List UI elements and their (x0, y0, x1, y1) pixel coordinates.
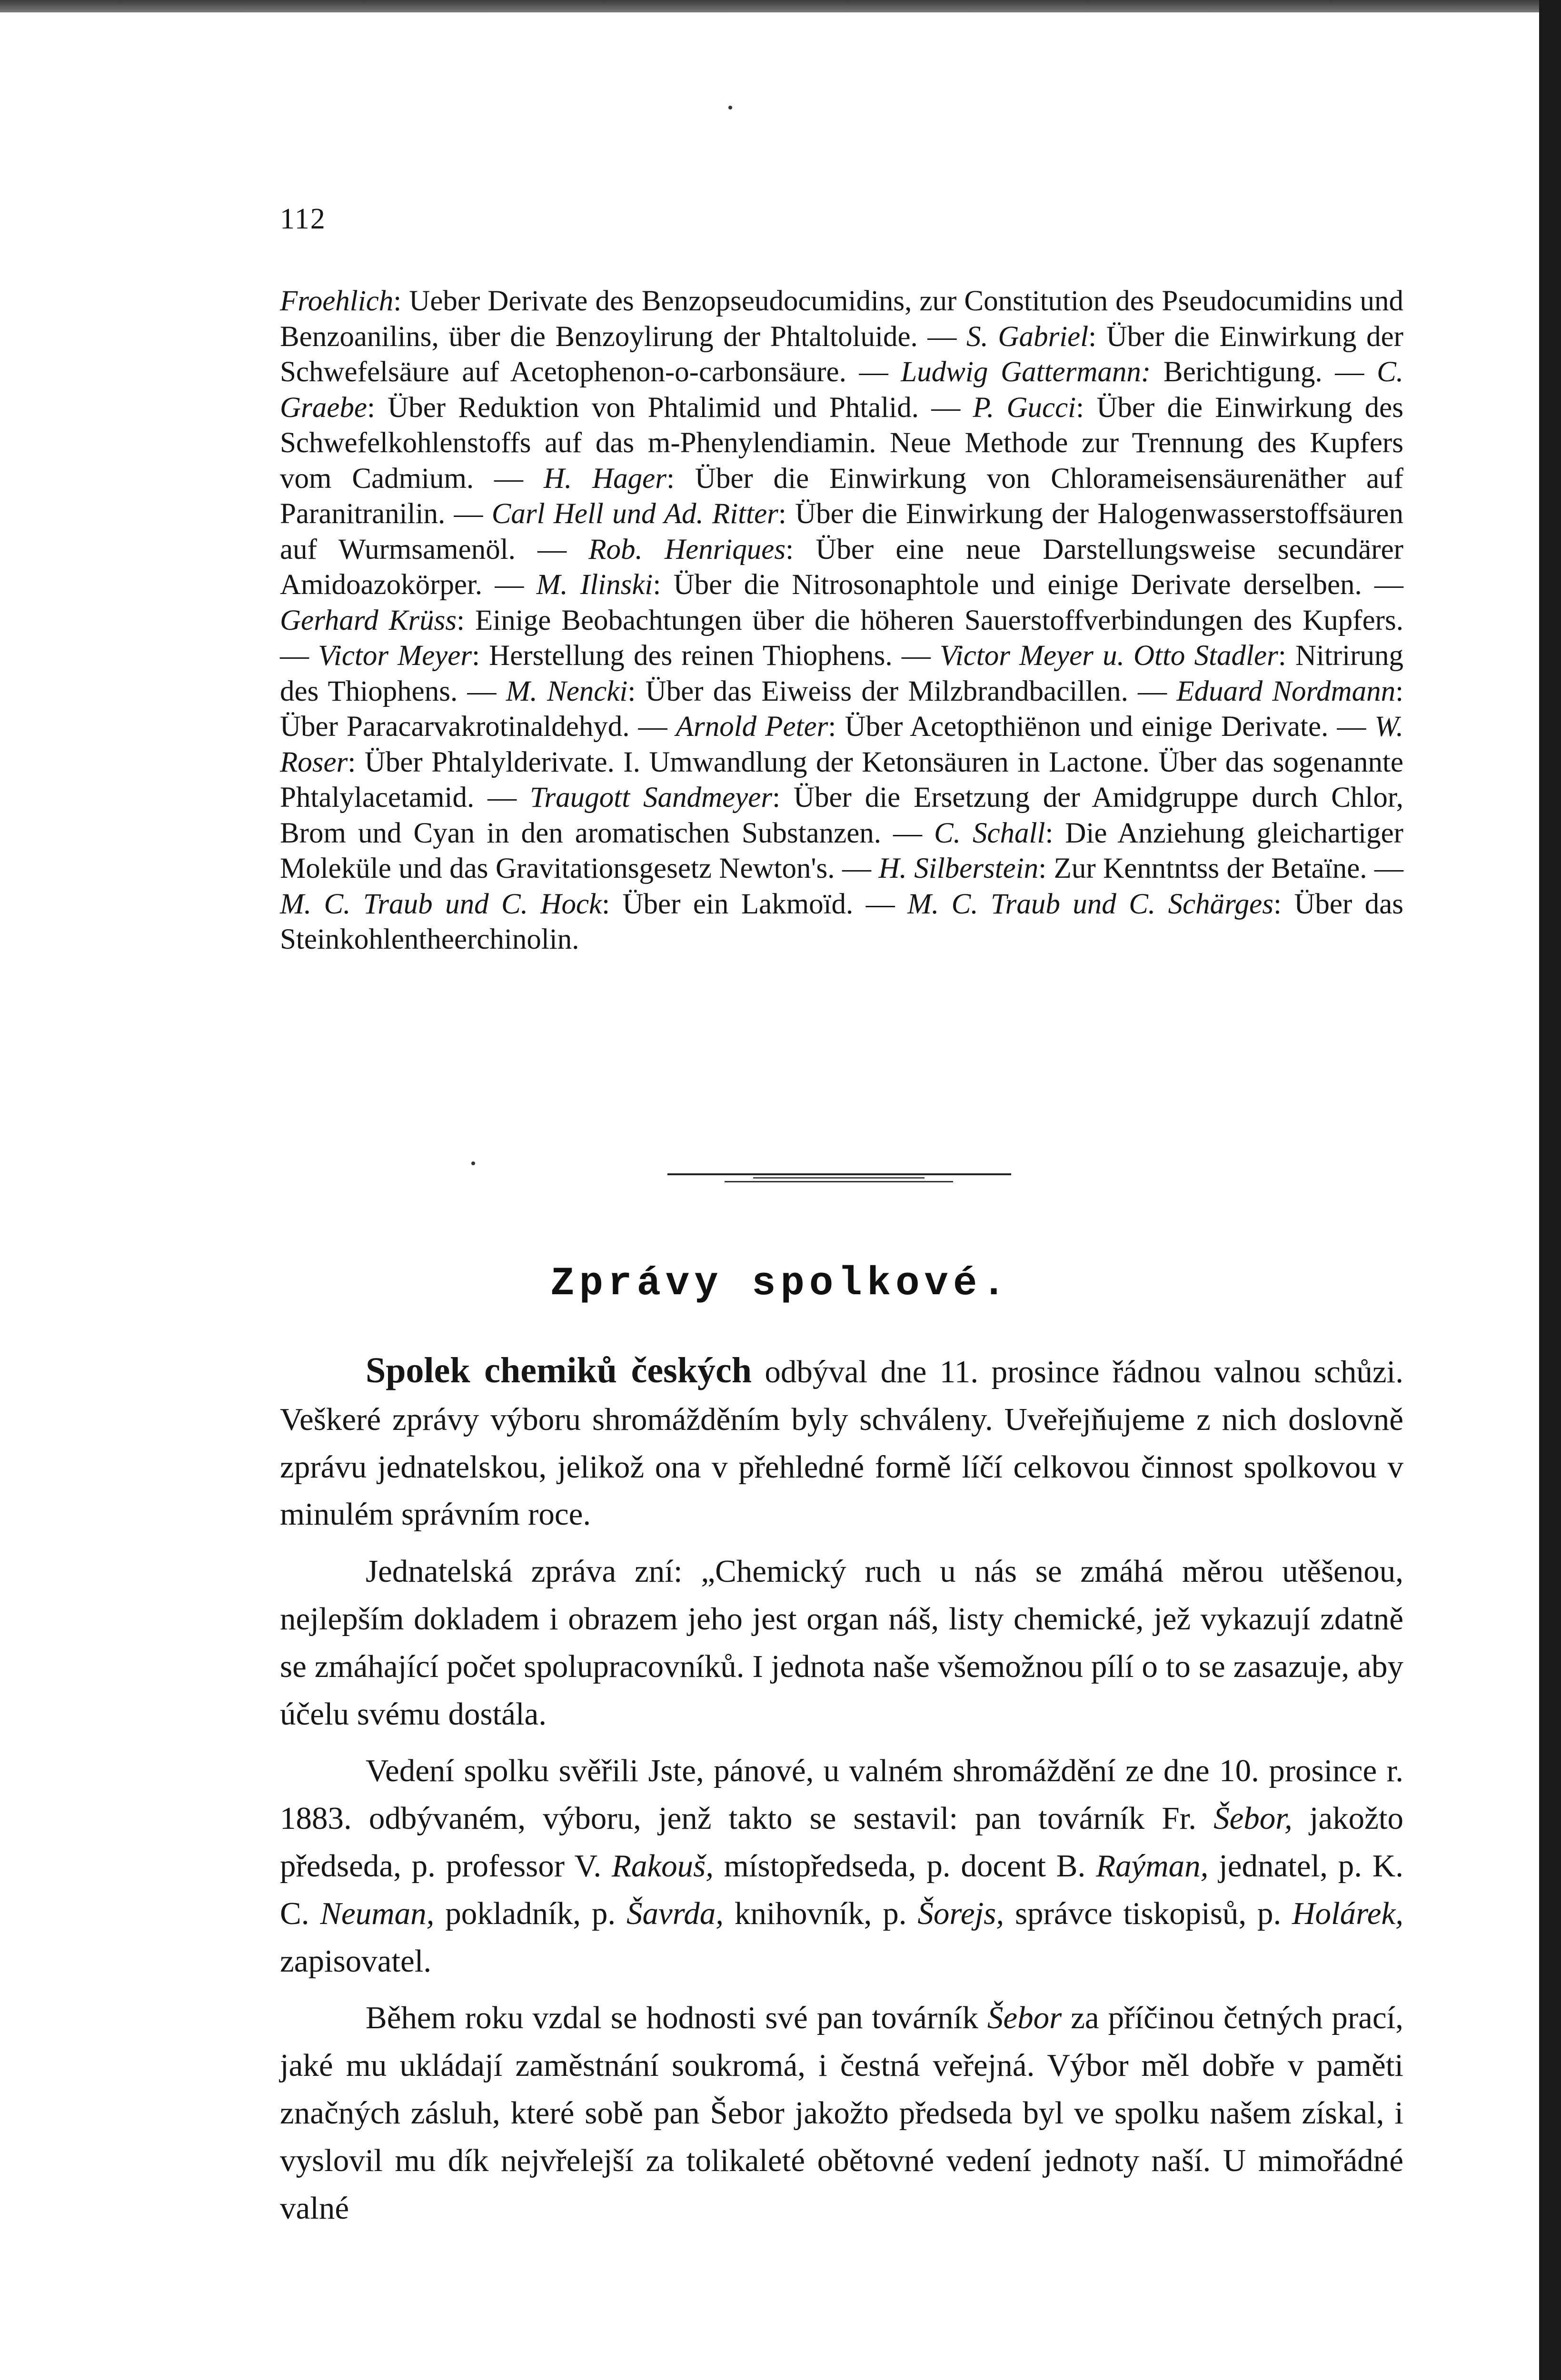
ref-title: : Über die Ersetzung der Amidgruppe durch Chlor, Brom und Cyan in den aromatischen Substanzen. — (280, 782, 1403, 849)
ref-author: M. Nencki (506, 675, 628, 707)
paragraph-text: Během roku vzdal se hodnosti své pan továrník (366, 2000, 987, 2036)
paragraph-text: správce tiskopisů, p. (1004, 1895, 1293, 1931)
section-divider (667, 1168, 1011, 1187)
ref-author: C. Graebe (280, 356, 1404, 424)
ref-author: Carl Hell und Ad. Ritter (491, 498, 778, 530)
ref-title: : Über Paracarvakrotinaldehyd. — (280, 675, 1404, 743)
ref-title: : Nitrirung des Thiophens. — (280, 640, 1403, 707)
ref-author: Traugott Sandmeyer (529, 782, 773, 813)
ref-author: Ludwig Gattermann: (901, 356, 1151, 388)
ref-author: Victor Meyer (318, 640, 472, 672)
ref-author: H. Hager (543, 462, 666, 495)
ref-title: : Über die Einwirkung der Schwefelsäure auf Acetophenon-o-carbonsäure. — (280, 320, 1403, 388)
ref-author: Rob. Henriques (588, 533, 786, 565)
ref-author: S. Gabriel (966, 320, 1089, 353)
person-name: Šebor (987, 2000, 1062, 2036)
ref-author: W. Roser (280, 711, 1403, 778)
divider-line (667, 1173, 1011, 1175)
ref-author: Eduard Nordmann (1176, 675, 1396, 707)
paragraph (280, 1347, 1403, 1538)
paragraph-text: zapisovatel. (280, 1943, 432, 1979)
ref-title: : Herstellung des reinen Thiophens. — (472, 640, 940, 672)
ref-author: H. Silberstein (878, 853, 1039, 884)
paragraph-text: Vedení spolku svěřili Jste, pánové, u valném shromáždění ze dne 10. prosince r. 1883. odbývaném, výboru, jenž takto se sestavil: pan továrník Fr. (280, 1753, 1403, 1836)
references-block (280, 284, 1403, 958)
page-number: 112 (280, 203, 326, 235)
scan-border-top (0, 0, 1561, 12)
ref-author: Arnold Peter (676, 711, 828, 743)
ref-author: M. C. Traub und C. Schärges (907, 888, 1273, 920)
ref-title: : Über das Eiweiss der Milzbrandbacillen. — (627, 675, 1177, 707)
paragraph-text: místopředseda, p. docent B. (713, 1848, 1096, 1884)
ref-title: : Über die Nitrosonaphtole und einige Derivate derselben. — (653, 569, 1403, 601)
ref-title: : Über Reduktion von Phtalimid und Phtalid. — (367, 391, 973, 424)
ref-title: : Über Phtalylderivate. I. Umwandlung der Ketonsäuren in Lactone. Über das sogenannte Phtalylacetamid. — (280, 746, 1403, 813)
ref-title: : Die Anziehung gleichartiger Moleküle und das Gravitationsgesetz Newton's. — (280, 817, 1403, 884)
person-name: Šorejs, (917, 1895, 1004, 1931)
paragraph-lead: Spolek chemiků českých (366, 1350, 752, 1390)
ref-author: Gerhard Krüss (280, 604, 457, 636)
scan-speck (471, 1161, 475, 1165)
ref-author: M. C. Traub und C. Hock (280, 888, 602, 920)
divider-line (753, 1177, 925, 1179)
ref-title: : Ueber Derivate des Benzopseudocumidins, zur Constitution des Pseudocumidins und Benzoanilins, über die Benzoylirung der Phtaltoluide. — (280, 285, 1403, 353)
paragraph-text: za příčinou četných prací, jaké mu ukládají zaměstnání soukromá, i čestná veřejná. Výbor měl dobře v paměti značných zásluh, které sobě pan Šebor jakožto předseda byl ve spolku našem získal, i vyslovil mu dík nejvřelejší za tolikaleté obětovné vedení jednoty naší. U mimořádné valné (280, 2000, 1403, 2226)
ref-author: Victor Meyer u. Otto Stadler (940, 640, 1278, 672)
person-name: Neuman, (320, 1895, 435, 1931)
scan-border-right (1539, 0, 1561, 2380)
section-heading: Zprávy spolkové. (550, 1261, 1011, 1307)
ref-author: C. Schall (934, 817, 1045, 849)
person-name: Holárek, (1292, 1895, 1403, 1931)
scan-speck (728, 106, 732, 109)
person-name: Raýman, (1096, 1848, 1209, 1884)
ref-title: : Über ein Lakmoïd. — (602, 888, 908, 920)
ref-title: Berichtigung. — (1151, 356, 1377, 388)
ref-title: : Über Acetopthiënon und einige Derivate. — (828, 711, 1375, 743)
ref-title: : Über die Einwirkung des Schwefelkohlenstoffs auf das m-Phenylendiamin. Neue Methode zur Trennung des Kupfers vom Cadmium. — (280, 391, 1403, 495)
ref-author: M. Ilinski (536, 569, 653, 601)
ref-title: : Einige Beobachtungen über die höheren Sauerstoffverbindungen des Kupfers. — (280, 604, 1403, 672)
paragraph (280, 1747, 1403, 1985)
paragraph-text: jednatel, p. K. C. (280, 1848, 1403, 1931)
person-name: Rakouš, (611, 1848, 714, 1884)
person-name: Šavrda, (626, 1895, 724, 1931)
paragraph (280, 1994, 1403, 2232)
ref-title: : Über das Steinkohlentheerchinolin. (280, 888, 1404, 955)
ref-title: : Über eine neue Darstellungsweise secundärer Amidoazokörper. — (280, 533, 1403, 601)
ref-title: : Über die Einwirkung von Chlorameisensäurenäther auf Paranitranilin. — (280, 462, 1403, 530)
person-name: Šebor, (1213, 1801, 1293, 1836)
paragraph: Jednatelská zpráva zní: „Chemický ruch u nás se zmáhá měrou utěšenou, nejlepším dokladem i obrazem jeho jest organ náš, listy chemické, jež vykazují zdatně se zmáhající počet spolupracovníků. I jednota naše všemožnou pílí o to se zasazuje, aby účelu svému dostála. (280, 1554, 1403, 1732)
paragraph-text: odbýval dne 11. prosince řádnou valnou schůzi. Veškeré zprávy výboru shromážděním byly schváleny. Uveřejňujeme z nich doslovně zprávu jednatelskou, jelikož ona v přehledné formě líčí celkovou činnost spolkovou v minulém správním roce. (280, 1354, 1403, 1532)
paragraph-text: knihovník, p. (724, 1895, 918, 1931)
paragraph-text: pokladník, p. (434, 1895, 626, 1931)
divider-line (725, 1181, 953, 1182)
ref-author: P. Gucci (973, 391, 1076, 424)
ref-author: Froehlich (280, 285, 394, 317)
ref-title: : Zur Kenntntss der Betaïne. — (1038, 853, 1403, 884)
ref-title: : Über die Einwirkung der Halogenwasserstoffsäuren auf Wurmsamenöl. — (280, 498, 1403, 565)
body-text (280, 1347, 1403, 2232)
paragraph-text: jakožto předseda, p. professor V. (280, 1801, 1403, 1884)
